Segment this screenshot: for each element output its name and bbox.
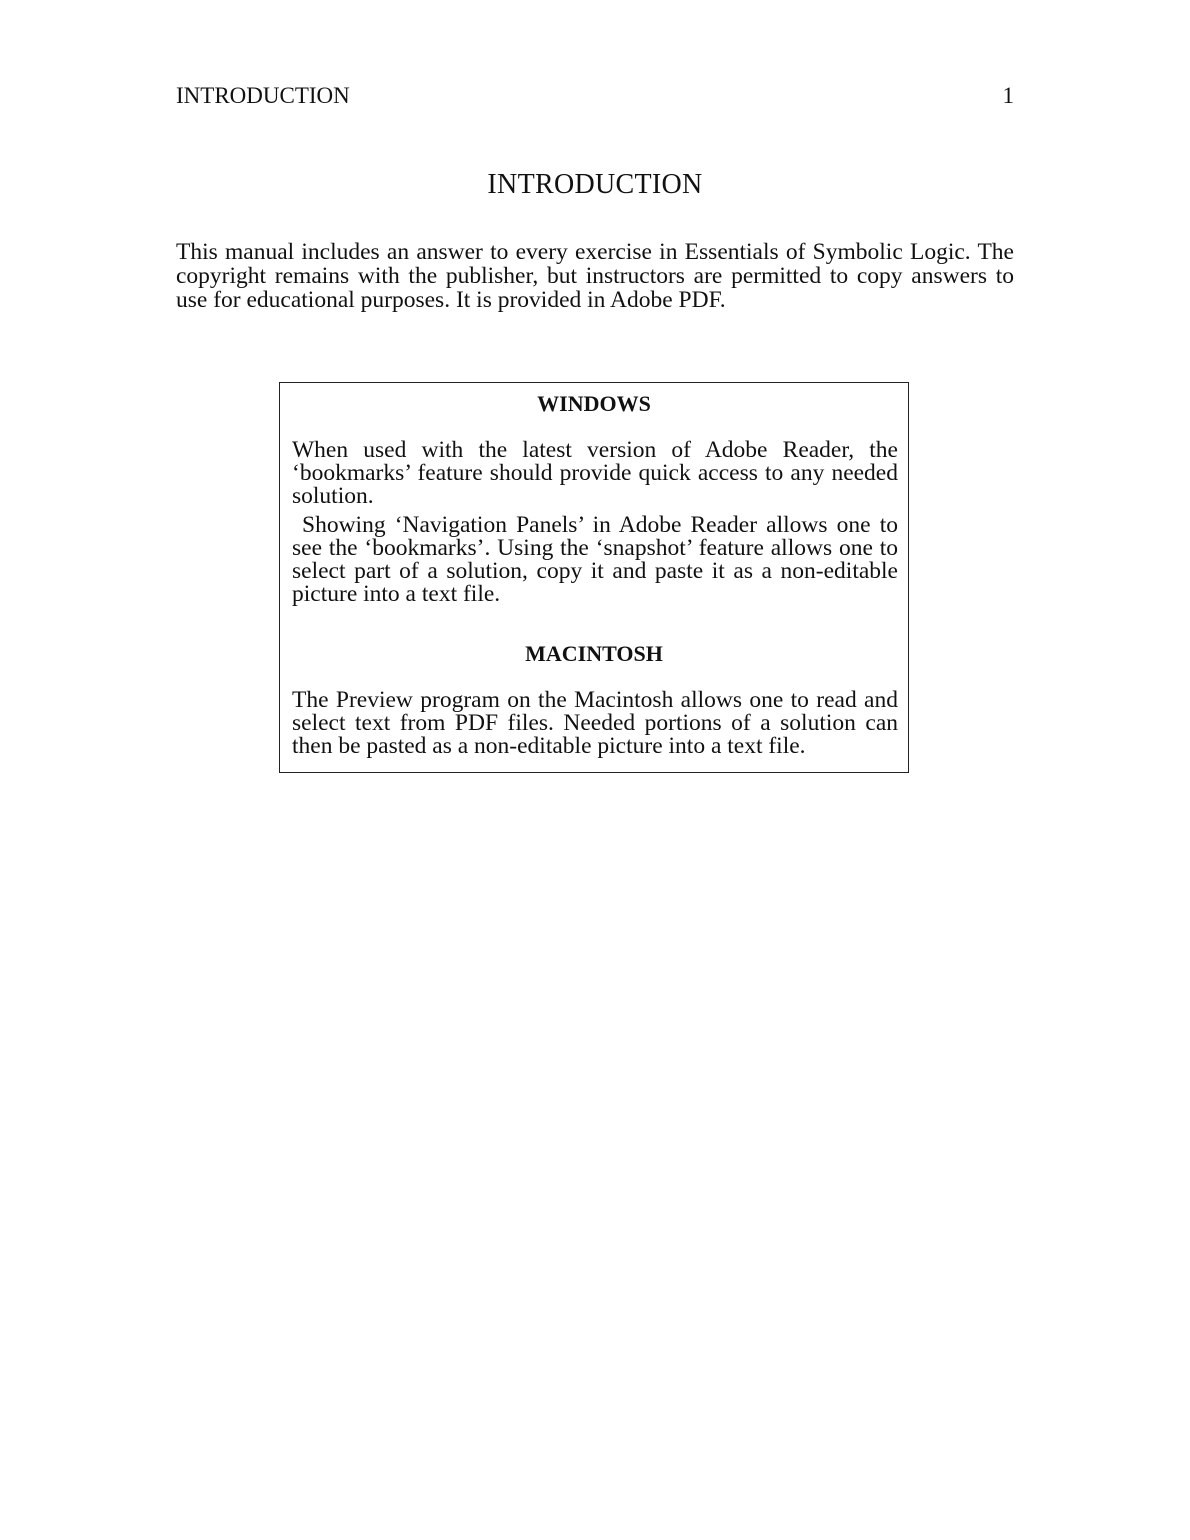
windows-heading: WINDOWS xyxy=(537,391,651,416)
page-number: 1 xyxy=(1002,83,1014,108)
windows-paragraph-1: When used with the latest version of Adobe Reader, the ‘bookmarks’ feature should provide quick access to any needed solution. xyxy=(292,437,898,509)
intro-paragraph: This manual includes an answer to every exercise in Essentials of Symbolic Logic. The copyright remains with the publisher, but instructors are permitted to copy answers to use for educational purposes. It is provided in Adobe PDF. xyxy=(176,239,1014,313)
windows-paragraph-2: Showing ‘Navigation Panels’ in Adobe Reader allows one to see the ‘bookmarks’. Using the ‘snapshot’ feature allows one to select part of a solution, copy it and paste it as a non-editable picture into a text file. xyxy=(292,512,898,607)
running-head-title: INTRODUCTION xyxy=(176,83,350,108)
platform-info-box xyxy=(279,382,909,773)
macintosh-paragraph: The Preview program on the Macintosh allows one to read and select text from PDF files. Needed portions of a solution can then be pasted as a non-editable picture into a text file. xyxy=(292,687,898,759)
macintosh-heading: MACINTOSH xyxy=(525,641,663,666)
chapter-title: INTRODUCTION xyxy=(487,169,703,200)
running-head xyxy=(176,82,1014,110)
